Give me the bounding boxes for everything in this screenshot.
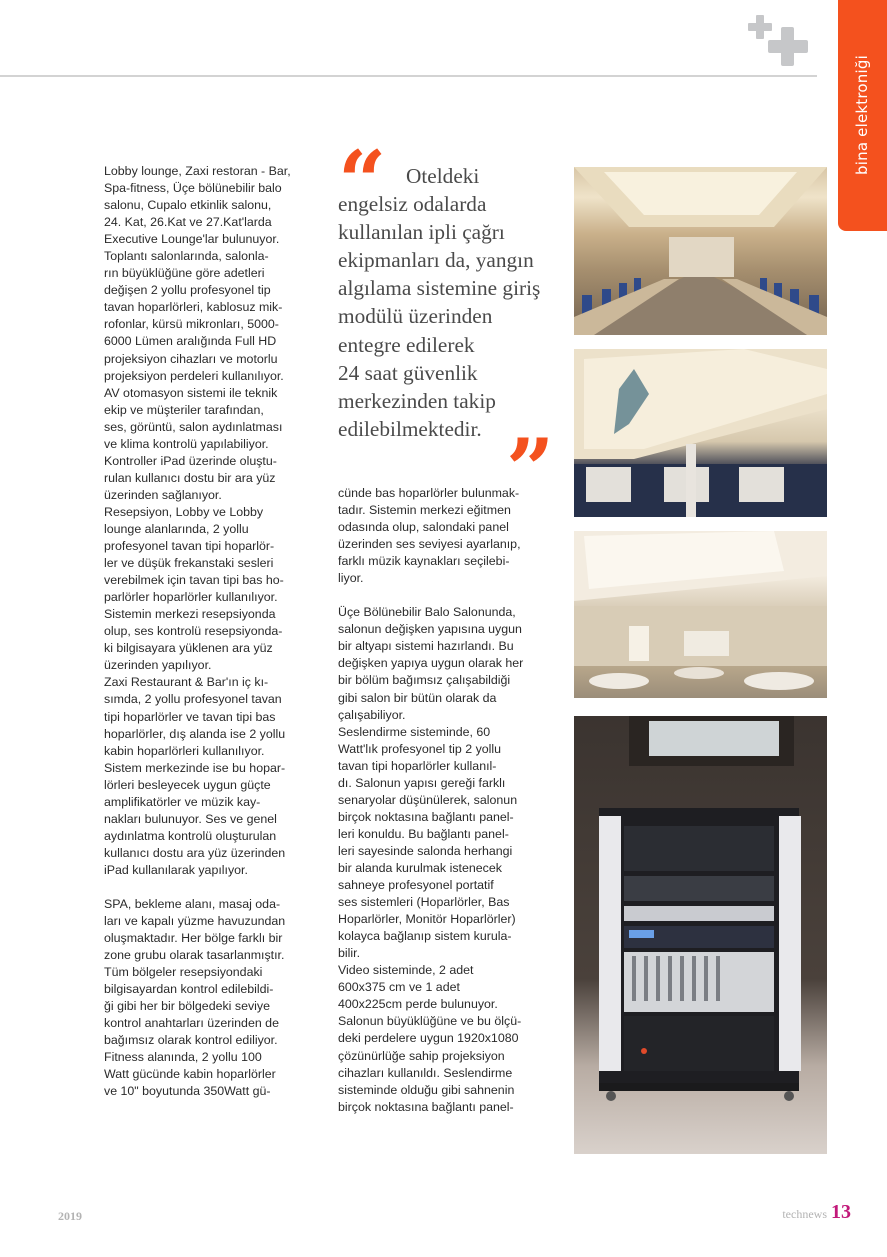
section-tab bbox=[838, 0, 887, 231]
ballroom-ceiling-photo bbox=[574, 349, 827, 517]
open-quote-mark: “ bbox=[338, 140, 381, 192]
divisible-ballroom-illustration bbox=[574, 531, 827, 698]
article-column-1 bbox=[104, 163, 324, 1101]
footer-brand-block bbox=[782, 1201, 851, 1224]
section-tab-label: bina elektroniği bbox=[853, 55, 871, 175]
page-number: 13 bbox=[831, 1201, 851, 1223]
meeting-room-illustration bbox=[574, 167, 827, 335]
divisible-ballroom-photo bbox=[574, 531, 827, 698]
pull-quote-line: engelsiz odalarda bbox=[338, 192, 487, 217]
pull-quote bbox=[338, 162, 560, 443]
av-rack-illustration bbox=[574, 716, 827, 1154]
paragraph: Toplantı salonlarında, salonla- rın büyüklüğüne göre adetleri değişen 2 yollu profesyonel tip tavan hoparlörleri, kablosuz mik- rofonlar, kürsü mikronları, 5000- 6000 Lümen aralığında Full HD projeksiyon cihazları ve motorlu projeksiyon perdeleri kullanılıyor. bbox=[104, 249, 284, 383]
pull-quote-line: kullanılan ipli çağrı bbox=[338, 220, 505, 245]
pull-quote-block bbox=[338, 140, 560, 480]
article-column-2 bbox=[338, 485, 563, 1116]
ballroom-ceiling-illustration bbox=[574, 349, 827, 517]
paragraph: cünde bas hoparlörler bulunmak- tadır. Sistemin merkezi eğitmen odasında olup, salondaki panel üzerinden ses seviyesi ayarlanıp, farklı müzik kaynakları seçilebi- liyor. bbox=[338, 486, 521, 586]
paragraph: SPA, bekleme alanı, masaj oda- ları ve kapalı yüzme havuzundan oluşmaktadır. Her bölge farklı bir zone grubu olarak tasarlanmıştır. Tüm bölgeler resepsiyondaki bilgisayardan kontrol edilebildi- ği gibi her bir bölgedeki seviye kontrol anahtarları üzerinden de bağımsız olarak kontrol ediliyor. Fitness alanında, 2 yollu 100 Watt gücünde kabin hoparlörler ve 10" boyutunda 350Watt gü- bbox=[104, 896, 286, 1099]
footer-brand: technews bbox=[782, 1207, 827, 1221]
pull-quote-line: 24 saat güvenlik bbox=[338, 360, 478, 385]
pull-quote-line: ekipmanları da, yangın bbox=[338, 248, 534, 273]
header-divider bbox=[0, 75, 817, 77]
pull-quote-line: edilebilmektedir. bbox=[338, 416, 482, 441]
pull-quote-line: algılama sistemine giriş bbox=[338, 276, 541, 301]
paragraph: Zaxi Restaurant & Bar'ın iç kı- sımda, 2 yollu profesyonel tavan tipi hoparlörler ve tavan tipi bas hoparlörler, dış alanda ise 2 yollu kabin hoparlörleri kullanılıyor. Sistem merkezinde ise bu hopar- lörleri besleyecek uygun güçte amplifikatörler ve müzik kay- nakları bulunuyor. Ses ve genel aydınlatma kontrolü oluşturulan kullanıcı dostu ara yüz üzerinden iPad kullanılarak yapılıyor. bbox=[104, 675, 286, 877]
footer-year: 2019 bbox=[58, 1209, 82, 1223]
paragraph: Resepsiyon, Lobby ve Lobby lounge alanlarında, 2 yollu profesyonel tavan tipi hoparlör- ler ve düşük frekanstaki sesleri verebilmek için tavan tipi bas ho- parlörler hoparlörler kullanılıyor. Sistemin merkezi resepsiyonda olup, ses kontrolü resepsiyonda- ki bilgisayara yüklenen ara yüz üzerinden yapılıyor. bbox=[104, 504, 284, 673]
pull-quote-line: entegre edilerek bbox=[338, 332, 475, 357]
paragraph: Üçe Bölünebilir Balo Salonunda, salonun değişken yapısına uygun bir altyapı sistemi hazırlandı. Bu değişken yapıya uygun olarak her bir bölüm bağımsız çalışabildiği gibi salon bir bütün olarak da çalışabiliyor. bbox=[338, 605, 524, 722]
paragraph: Lobby lounge, Zaxi restoran - Bar, Spa-fitness, Üçe bölünebilir balo salonu, Cupalo etkinlik salonu, 24. Kat, 26.Kat ve 27.Kat'larda Executive Lounge'lar bulunuyor. bbox=[104, 164, 291, 247]
close-quote-mark: ” bbox=[506, 428, 549, 480]
pull-quote-line: merkezinden takip bbox=[338, 388, 496, 413]
paragraph: Video sisteminde, 2 adet 600x375 cm ve 1 adet 400x225cm perde bulunuyor. Salonun büyüklüğüne ve bu ölçü- deki perdelere uygun 1920x1080 çözünürlüğe sahip projeksiyon cihazları kullanıldı. Seslendirme sisteminde olduğu gibi sahnenin birçok noktasına bağlantı panel- bbox=[338, 963, 522, 1114]
paragraph: Seslendirme sisteminde, 60 Watt'lık profesyonel tip 2 yollu tavan tipi hoparlörler kullanıl- dı. Salonun yapısı gereği farklı senaryolar düşünülerek, salonun birçok noktasına bağlantı panel- leri konuldu. Bu bağlantı panel- leri sayesinde salonda herhangi bir alanda kurulmak istenecek sahneye profesyonel portatif ses sistemleri (Hoparlörler, Bas Hoparlörler, Monitör Hoparlörler) kolayca bağlanıp sistem kurula- bilir. bbox=[338, 724, 518, 961]
av-equipment-rack-photo bbox=[574, 716, 827, 1154]
pull-quote-line: modülü üzerinden bbox=[338, 304, 493, 329]
pull-quote-line: Oteldeki bbox=[406, 164, 480, 188]
paragraph: AV otomasyon sistemi ile teknik ekip ve müşteriler tarafından, ses, görüntü, salon aydınlatması ve klima kontrolü yapılabiliyor. Kontroller iPad üzerinde oluştu- rulan kullanıcı dostu bir ara yüz üzerinden sağlanıyor. bbox=[104, 385, 283, 502]
meeting-room-photo bbox=[574, 167, 827, 335]
